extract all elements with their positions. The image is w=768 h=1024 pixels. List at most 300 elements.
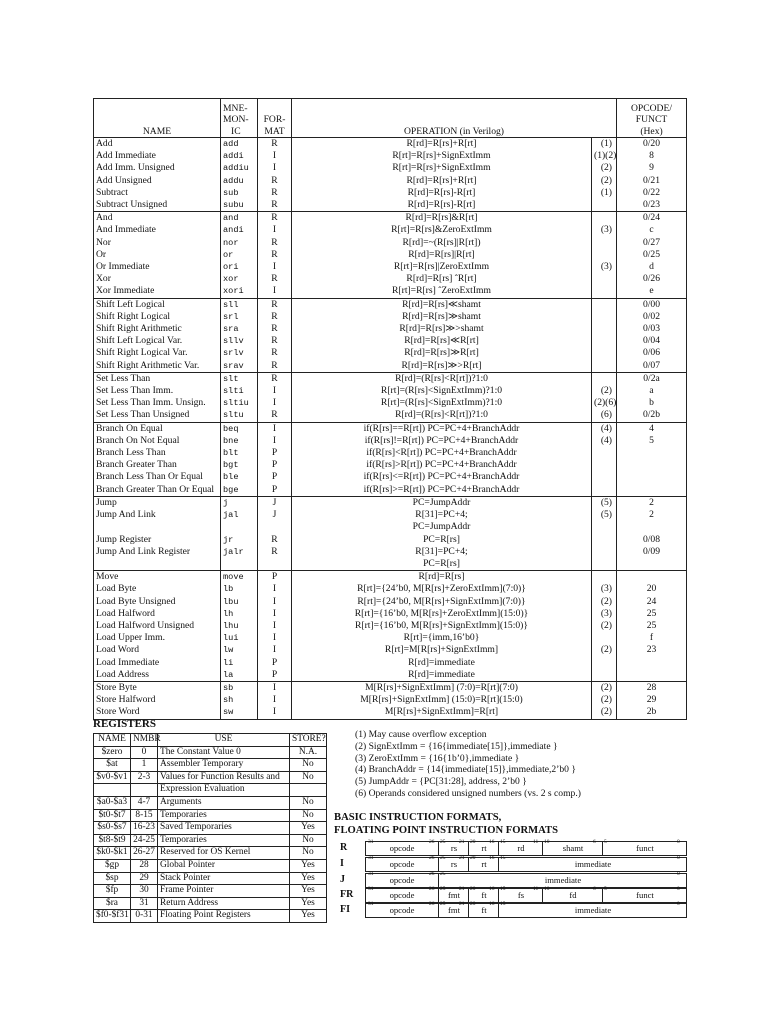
instruction-row	[94, 447, 687, 459]
instruction-format: R	[258, 138, 292, 151]
format-field: immediate	[498, 904, 687, 917]
instruction-format: I	[258, 422, 292, 435]
register-store: No	[290, 771, 327, 784]
instruction-row	[94, 237, 687, 249]
instruction-operation: R[rd]=R[rs]+R[rt]	[292, 175, 592, 187]
format-bit-number: 10	[544, 839, 550, 845]
instruction-note	[592, 534, 617, 546]
instruction-note: (1)	[592, 187, 617, 199]
format-bit-number: 31	[368, 871, 374, 877]
formats-title-line: FLOATING POINT INSTRUCTION FORMATS	[334, 825, 558, 836]
format-field: opcode	[389, 859, 415, 869]
instruction-mnemonic: addi	[221, 150, 258, 162]
instruction-opcode: 23	[617, 644, 687, 656]
instruction-name: Or	[94, 249, 221, 261]
instruction-format: I	[258, 385, 292, 397]
instruction-note	[592, 199, 617, 212]
register-row	[94, 859, 327, 872]
format-bit-number: 21	[459, 886, 465, 892]
register-number: 24-25	[131, 834, 158, 847]
instruction-row	[94, 187, 687, 199]
register-use: Arguments	[158, 796, 290, 809]
instruction-name: Store Byte	[94, 681, 221, 694]
instruction-opcode	[617, 471, 687, 483]
instruction-note	[592, 212, 617, 225]
instruction-name: Store Word	[94, 706, 221, 719]
instruction-note	[592, 249, 617, 261]
instruction-opcode: 20	[617, 583, 687, 595]
register-store: N.A.	[290, 746, 327, 759]
register-number: 16-23	[131, 822, 158, 835]
instruction-row	[94, 385, 687, 397]
instruction-mnemonic: blt	[221, 447, 258, 459]
instruction-name: And	[94, 212, 221, 225]
instruction-format: R	[258, 298, 292, 311]
register-use: Frame Pointer	[158, 885, 290, 898]
register-row	[94, 759, 327, 772]
instruction-name: Set Less Than Imm.	[94, 385, 221, 397]
format-field: ft	[468, 889, 499, 902]
register-store: Yes	[290, 885, 327, 898]
instruction-name: Load Byte	[94, 583, 221, 595]
instruction-note	[592, 335, 617, 347]
instruction-row	[94, 509, 687, 521]
instruction-operation: if(R[rs]<R[rt]) PC=PC+4+BranchAddr	[292, 447, 592, 459]
instruction-name: Branch Less Than	[94, 447, 221, 459]
instruction-opcode: 0/2b	[617, 409, 687, 422]
format-bit-number: 26	[429, 839, 435, 845]
instruction-operation: R[rd]=R[rs]≪R[rt]	[292, 335, 592, 347]
instruction-row	[94, 249, 687, 261]
format-bit-number: 15	[500, 886, 506, 892]
format-bit-number: 25	[440, 886, 446, 892]
register-store: No	[290, 847, 327, 860]
instruction-opcode: 0/21	[617, 175, 687, 187]
register-number: 28	[131, 859, 158, 872]
instruction-operation: R[rt]=R[rs]&ZeroExtImm	[292, 224, 592, 236]
instruction-opcode: 28	[617, 681, 687, 694]
instruction-name: Shift Left Logical Var.	[94, 335, 221, 347]
instruction-operation: R[rd]=R[rs]≫>R[rt]	[292, 360, 592, 373]
format-bit-number: 26	[429, 901, 435, 907]
instruction-table	[93, 98, 687, 720]
format-field: funct	[602, 889, 687, 902]
register-row	[94, 885, 327, 898]
instruction-opcode: d	[617, 261, 687, 273]
instruction-name: Add Immediate	[94, 150, 221, 162]
instruction-row	[94, 335, 687, 347]
instruction-mnemonic: and	[221, 212, 258, 225]
instruction-mnemonic: bne	[221, 435, 258, 447]
instruction-opcode: 0/08	[617, 534, 687, 546]
register-store: No	[290, 809, 327, 822]
instruction-opcode: c	[617, 224, 687, 236]
instruction-format: R	[258, 546, 292, 558]
format-bit-number: 25	[440, 871, 446, 877]
instruction-row	[94, 496, 687, 509]
register-name: $at	[94, 759, 131, 772]
instruction-note: (2)(6)	[592, 397, 617, 409]
format-bit-number: 20	[470, 901, 476, 907]
format-field: shamt	[542, 842, 603, 855]
register-use: Saved Temporaries	[158, 822, 290, 835]
instruction-name: Xor Immediate	[94, 285, 221, 298]
instruction-name: Load Byte Unsigned	[94, 596, 221, 608]
instruction-operation: PC=JumpAddr	[292, 496, 592, 509]
format-bit-number: 31	[368, 901, 374, 907]
formats-title-line: BASIC INSTRUCTION FORMATS,	[334, 812, 502, 823]
instruction-row	[94, 360, 687, 373]
instruction-operation: if(R[rs]!=R[rt]) PC=PC+4+BranchAddr	[292, 435, 592, 447]
instruction-format	[258, 521, 292, 533]
register-row	[94, 771, 327, 784]
instruction-opcode: 0/00	[617, 298, 687, 311]
registers-title: REGISTERS	[93, 718, 156, 730]
instruction-operation: R[31]=PC+4;	[292, 509, 592, 521]
header-operation: OPERATION (in Verilog)	[292, 99, 617, 138]
instruction-note	[592, 298, 617, 311]
register-use: Assembler Temporary	[158, 759, 290, 772]
instruction-note: (4)	[592, 435, 617, 447]
instruction-row	[94, 435, 687, 447]
instruction-mnemonic: lw	[221, 644, 258, 656]
instruction-operation: R[rd]=R[rs]≫R[rt]	[292, 347, 592, 359]
instruction-opcode: 2b	[617, 706, 687, 719]
footnote: (3) ZeroExtImm = {16{1b’0},immediate }	[355, 752, 520, 764]
register-store: Yes	[290, 822, 327, 835]
reg-header-store: STORE?	[290, 734, 327, 747]
instruction-name: Branch Greater Than Or Equal	[94, 484, 221, 497]
instruction-operation: R[rt]=R[rs]|ZeroExtImm	[292, 261, 592, 273]
instruction-name: Store Halfword	[94, 694, 221, 706]
format-bit-number: 21	[459, 855, 465, 861]
instruction-operation: R[rt]=(R[rs]<SignExtImm)?1:0	[292, 385, 592, 397]
reg-header-number: NMBR	[131, 734, 158, 747]
instruction-format: I	[258, 285, 292, 298]
instruction-row	[94, 694, 687, 706]
instruction-note	[592, 571, 617, 584]
instruction-mnemonic: lb	[221, 583, 258, 595]
format-bit-number: 20	[470, 839, 476, 845]
register-name: $v0-$v1	[94, 771, 131, 784]
instruction-mnemonic: ori	[221, 261, 258, 273]
instruction-name: Move	[94, 571, 221, 584]
instruction-name: Branch Greater Than	[94, 459, 221, 471]
instruction-note	[592, 347, 617, 359]
instruction-name: Branch On Not Equal	[94, 435, 221, 447]
register-use: Stack Pointer	[158, 872, 290, 885]
instruction-format: R	[258, 175, 292, 187]
instruction-operation: R[rt]=M[R[rs]+SignExtImm]	[292, 644, 592, 656]
register-use: Values for Function Results and	[158, 771, 290, 784]
instruction-operation: R[rd]=R[rs]&R[rt]	[292, 212, 592, 225]
format-field: immediate	[438, 874, 687, 887]
instruction-mnemonic: sb	[221, 681, 258, 694]
instruction-mnemonic: lh	[221, 608, 258, 620]
instruction-operation: R[rd]=R[rs]≪shamt	[292, 298, 592, 311]
format-bit-number: 26	[429, 886, 435, 892]
instruction-operation: M[R[rs]+SignExtImm]=R[rt]	[292, 706, 592, 719]
instruction-row	[94, 657, 687, 669]
instruction-note	[592, 657, 617, 669]
instruction-format: I	[258, 681, 292, 694]
instruction-opcode: 25	[617, 608, 687, 620]
instruction-mnemonic: sltiu	[221, 397, 258, 409]
instruction-name: Shift Left Logical	[94, 298, 221, 311]
instruction-format: R	[258, 237, 292, 249]
instruction-mnemonic: sllv	[221, 335, 258, 347]
instruction-opcode	[617, 447, 687, 459]
instruction-name: And Immediate	[94, 224, 221, 236]
instruction-operation: R[rd]=immediate	[292, 657, 592, 669]
instruction-name: Load Halfword Unsigned	[94, 620, 221, 632]
instruction-operation: R[rd]=R[rs]-R[rt]	[292, 187, 592, 199]
format-bit-number: 21	[459, 901, 465, 907]
instruction-note: (6)	[592, 409, 617, 422]
instruction-row	[94, 175, 687, 187]
instruction-format: I	[258, 596, 292, 608]
instruction-mnemonic: beq	[221, 422, 258, 435]
footnote: (5) JumpAddr = {PC[31:28], address, 2’b0 }	[355, 776, 527, 788]
register-store	[290, 784, 327, 797]
instruction-operation: M[R[rs]+SignExtImm] (15:0)=R[rt](15:0)	[292, 694, 592, 706]
format-bit-number: 5	[604, 886, 607, 892]
register-number: 0	[131, 746, 158, 759]
register-number	[131, 784, 158, 797]
instruction-note	[592, 558, 617, 571]
instruction-mnemonic: nor	[221, 237, 258, 249]
format-field: opcode	[389, 843, 415, 853]
format-bit-number: 0	[677, 886, 680, 892]
instruction-name: Set Less Than Imm. Unsign.	[94, 397, 221, 409]
instruction-note: (2)	[592, 644, 617, 656]
instruction-opcode: 25	[617, 620, 687, 632]
instruction-format: R	[258, 273, 292, 285]
instruction-opcode: 9	[617, 162, 687, 174]
register-row	[94, 746, 327, 759]
register-name: $t0-$t7	[94, 809, 131, 822]
instruction-note	[592, 323, 617, 335]
instruction-format: I	[258, 620, 292, 632]
format-bit-number: 10	[544, 886, 550, 892]
instruction-format: P	[258, 571, 292, 584]
register-store: Yes	[290, 859, 327, 872]
instruction-operation: R[rt]=R[rs]+SignExtImm	[292, 150, 592, 162]
register-store: Yes	[290, 910, 327, 923]
format-label: R	[340, 842, 348, 853]
format-field: fmt	[438, 889, 469, 902]
instruction-format: R	[258, 409, 292, 422]
instruction-operation: R[rd]=(R[rs]<R[rt])?1:0	[292, 372, 592, 385]
instruction-row	[94, 261, 687, 273]
format-row	[365, 888, 687, 903]
instruction-note: (1)(2)	[592, 150, 617, 162]
register-use: Floating Point Registers	[158, 910, 290, 923]
instruction-operation: if(R[rs]==R[rt]) PC=PC+4+BranchAddr	[292, 422, 592, 435]
format-bit-number: 0	[677, 855, 680, 861]
instruction-format: R	[258, 311, 292, 323]
register-use: Expression Evaluation	[158, 784, 290, 797]
format-field: rt	[468, 858, 499, 871]
instruction-format: I	[258, 644, 292, 656]
format-bit-number: 21	[459, 839, 465, 845]
register-number: 4-7	[131, 796, 158, 809]
instruction-format: I	[258, 706, 292, 719]
instruction-operation: R[rd]=R[rs]	[292, 571, 592, 584]
register-name: $s0-$s7	[94, 822, 131, 835]
instruction-row	[94, 669, 687, 682]
instruction-opcode: 29	[617, 694, 687, 706]
registers-header	[94, 734, 327, 747]
instruction-mnemonic	[221, 558, 258, 571]
instruction-format: P	[258, 669, 292, 682]
format-bit-number: 15	[500, 839, 506, 845]
instruction-format: I	[258, 150, 292, 162]
instruction-format: J	[258, 509, 292, 521]
format-bit-number: 6	[593, 839, 596, 845]
format-field: fs	[498, 889, 543, 902]
instruction-mnemonic	[221, 521, 258, 533]
register-number: 30	[131, 885, 158, 898]
register-store: No	[290, 759, 327, 772]
format-row	[365, 903, 687, 918]
format-field: rd	[498, 842, 543, 855]
instruction-name: Shift Right Logical Var.	[94, 347, 221, 359]
instruction-mnemonic: or	[221, 249, 258, 261]
register-use: The Constant Value 0	[158, 746, 290, 759]
instruction-row	[94, 681, 687, 694]
instruction-format: R	[258, 347, 292, 359]
instruction-row	[94, 608, 687, 620]
instruction-opcode: 0/04	[617, 335, 687, 347]
instruction-mnemonic: slti	[221, 385, 258, 397]
instruction-note	[592, 311, 617, 323]
register-row	[94, 847, 327, 860]
instruction-format: R	[258, 212, 292, 225]
register-name: $a0-$a3	[94, 796, 131, 809]
instruction-format	[258, 558, 292, 571]
register-store: Yes	[290, 872, 327, 885]
instruction-note: (3)	[592, 261, 617, 273]
instruction-name: Shift Right Logical	[94, 311, 221, 323]
instruction-format: I	[258, 261, 292, 273]
format-row	[365, 857, 687, 872]
instruction-opcode	[617, 459, 687, 471]
instruction-opcode: e	[617, 285, 687, 298]
instruction-name: Set Less Than	[94, 372, 221, 385]
instruction-format: R	[258, 249, 292, 261]
format-bit-number: 11	[533, 839, 539, 845]
instruction-operation: if(R[rs]>=R[rt]) PC=PC+4+BranchAddr	[292, 484, 592, 497]
register-use: Temporaries	[158, 809, 290, 822]
instruction-mnemonic: bge	[221, 484, 258, 497]
instruction-mnemonic: addiu	[221, 162, 258, 174]
instruction-mnemonic: jr	[221, 534, 258, 546]
register-number: 26-27	[131, 847, 158, 860]
instruction-note	[592, 447, 617, 459]
format-field: ft	[468, 904, 499, 917]
instruction-operation: R[rt]={24’b0, M[R[rs]+ZeroExtImm](7:0)}	[292, 583, 592, 595]
instruction-row	[94, 150, 687, 162]
format-bit-number: 6	[593, 886, 596, 892]
instruction-mnemonic: lbu	[221, 596, 258, 608]
format-bit-number: 15	[500, 901, 506, 907]
format-label: FR	[340, 889, 354, 900]
instruction-row	[94, 644, 687, 656]
instruction-name: Load Word	[94, 644, 221, 656]
instruction-row	[94, 409, 687, 422]
instruction-format: R	[258, 199, 292, 212]
instruction-row	[94, 397, 687, 409]
instruction-operation: PC=JumpAddr	[292, 521, 592, 533]
instruction-mnemonic: xori	[221, 285, 258, 298]
instruction-operation: PC=R[rs]	[292, 558, 592, 571]
register-number: 0-31	[131, 910, 158, 923]
instruction-opcode: 0/09	[617, 546, 687, 558]
instruction-name: Add Imm. Unsigned	[94, 162, 221, 174]
register-number: 31	[131, 897, 158, 910]
instruction-name: Jump	[94, 496, 221, 509]
instruction-operation: M[R[rs]+SignExtImm] (7:0)=R[rt](7:0)	[292, 681, 592, 694]
format-bit-number: 26	[429, 871, 435, 877]
format-bit-number: 31	[368, 855, 374, 861]
instruction-row	[94, 162, 687, 174]
header-format: FOR- MAT	[258, 99, 292, 138]
register-name: $sp	[94, 872, 131, 885]
format-bit-number: 26	[429, 855, 435, 861]
instruction-opcode	[617, 521, 687, 533]
instruction-format: R	[258, 335, 292, 347]
header-opcode: OPCODE/ FUNCT (Hex)	[617, 99, 687, 138]
instruction-format: P	[258, 459, 292, 471]
instruction-mnemonic: jal	[221, 509, 258, 521]
instruction-opcode: 0/2a	[617, 372, 687, 385]
instruction-mnemonic: srav	[221, 360, 258, 373]
instruction-operation: R[rt]=(R[rs]<SignExtImm)?1:0	[292, 397, 592, 409]
instruction-format: R	[258, 372, 292, 385]
instruction-mnemonic: sub	[221, 187, 258, 199]
header-name: NAME	[94, 99, 221, 138]
instruction-row	[94, 323, 687, 335]
instruction-note: (4)	[592, 422, 617, 435]
instruction-operation: R[rt]={imm,16’b0}	[292, 632, 592, 644]
instruction-opcode: 5	[617, 435, 687, 447]
register-row	[94, 796, 327, 809]
instruction-opcode: 0/25	[617, 249, 687, 261]
format-row	[365, 873, 687, 888]
instruction-note: (2)	[592, 175, 617, 187]
instruction-opcode: f	[617, 632, 687, 644]
instruction-mnemonic: jalr	[221, 546, 258, 558]
instruction-mnemonic: sw	[221, 706, 258, 719]
instruction-note: (1)	[592, 138, 617, 151]
format-bit-number: 5	[604, 839, 607, 845]
register-use: Reserved for OS Kernel	[158, 847, 290, 860]
instruction-opcode: 0/24	[617, 212, 687, 225]
instruction-name: Add	[94, 138, 221, 151]
format-bit-number: 11	[533, 886, 539, 892]
instruction-note	[592, 360, 617, 373]
instruction-mnemonic: bgt	[221, 459, 258, 471]
format-bit-number: 16	[489, 886, 495, 892]
format-field: opcode	[389, 905, 415, 915]
format-bit-number: 0	[677, 839, 680, 845]
instruction-mnemonic: add	[221, 138, 258, 151]
instruction-operation: R[rd]=R[rs]≫shamt	[292, 311, 592, 323]
instruction-operation: R[rd]=immediate	[292, 669, 592, 682]
reg-header-use: USE	[158, 734, 290, 747]
instruction-note	[592, 546, 617, 558]
